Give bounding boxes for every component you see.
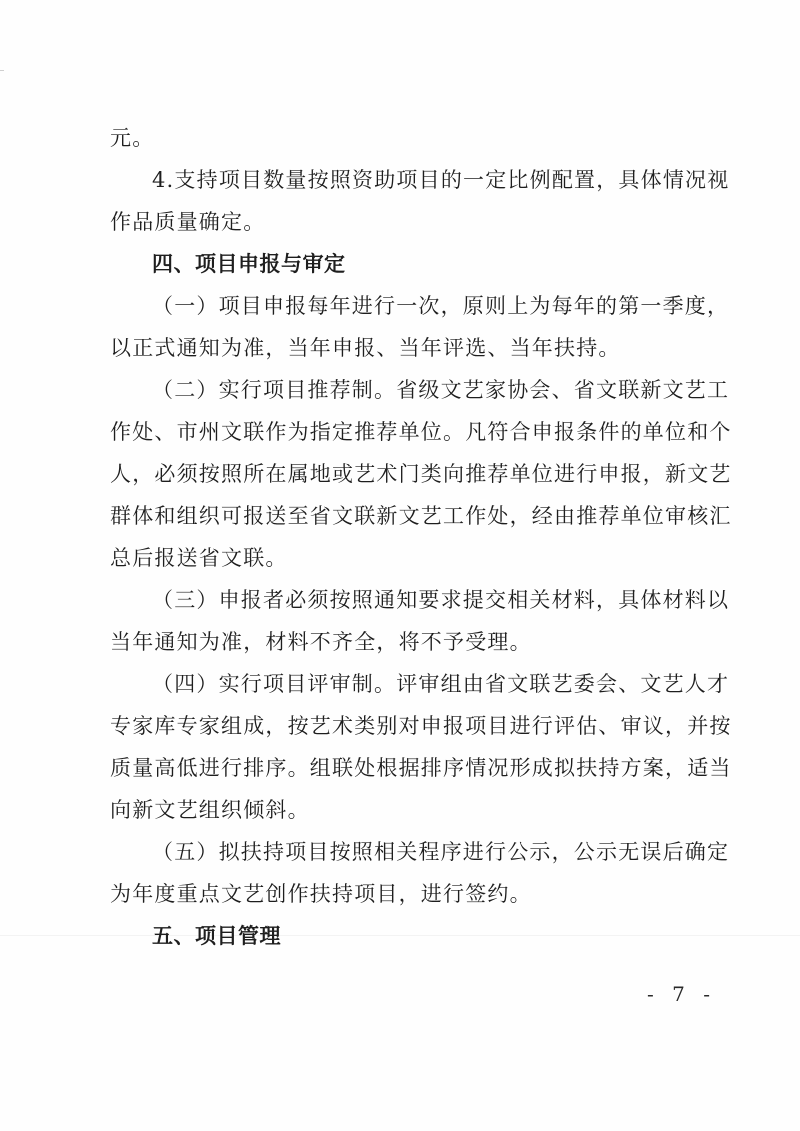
paragraph-line: （三）申报者必须按照通知要求提交相关材料，具体材料以 — [152, 588, 730, 612]
paragraph-line: 专家库专家组成，按艺术类别对申报项目进行评估、审议，并按 — [110, 714, 732, 738]
section-heading: 四、项目申报与审定 — [152, 252, 346, 276]
margin-mark — [0, 70, 4, 71]
paragraph-line: 作品质量确定。 — [110, 210, 266, 234]
paragraph-line: 以正式通知为准，当年申报、当年评选、当年扶持。 — [110, 336, 621, 360]
paragraph-line: 当年通知为准，材料不齐全，将不予受理。 — [110, 630, 532, 654]
paragraph-line: 总后报送省文联。 — [110, 546, 288, 570]
paragraph-line: 质量高低进行排序。组联处根据排序情况形成拟扶持方案，适当 — [110, 756, 732, 780]
paragraph-line: 4.支持项目数量按照资助项目的一定比例配置，具体情况视 — [152, 168, 730, 192]
section-heading: 五、项目管理 — [152, 924, 281, 948]
paragraph-continuation-line: 元。 — [110, 126, 155, 150]
paragraph-line: （四）实行项目评审制。评审组由省文联艺委会、文艺人才 — [152, 672, 730, 696]
paragraph-line: （五）拟扶持项目按照相关程序进行公示，公示无误后确定 — [152, 840, 730, 864]
paragraph-line: 为年度重点文艺创作扶持项目，进行签约。 — [110, 882, 532, 906]
document-body — [110, 126, 732, 948]
paragraph-line: （二）实行项目推荐制。省级文艺家协会、省文联新文艺工 — [152, 378, 730, 402]
paragraph-line: 向新文艺组织倾斜。 — [110, 798, 310, 822]
paragraph-line: 群体和组织可报送至省文联新文艺工作处，经由推荐单位审核汇 — [110, 504, 732, 528]
paragraph-line: 人，必须按照所在属地或艺术门类向推荐单位进行申报，新文艺 — [110, 462, 732, 486]
paragraph-line: 作处、市州文联作为指定推荐单位。凡符合申报条件的单位和个 — [110, 420, 732, 444]
page-number: - 7 - — [647, 982, 716, 1006]
paragraph-line: （一）项目申报每年进行一次，原则上为每年的第一季度， — [152, 294, 730, 318]
